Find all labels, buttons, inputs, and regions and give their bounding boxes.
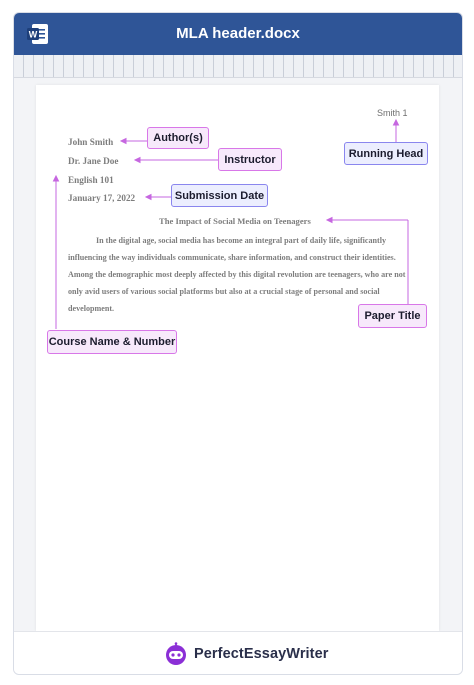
paper-title-label: Paper Title [358, 304, 427, 328]
instructor-name: Dr. Jane Doe [68, 156, 119, 166]
course-name: English 101 [68, 175, 114, 185]
ruler [14, 55, 462, 78]
brand-name: PerfectEssayWriter [194, 646, 329, 662]
svg-text:W: W [28, 29, 38, 40]
course-name-label: Course Name & Number [47, 330, 177, 354]
robot-icon [164, 642, 188, 666]
instructor-label: Instructor [218, 148, 282, 171]
brand-logo[interactable] [164, 642, 329, 666]
authors-label: Author(s) [147, 127, 209, 149]
paper-title: The Impact of Social Media on Teenagers [159, 216, 311, 226]
title-bar [14, 13, 462, 55]
submission-date: January 17, 2022 [68, 193, 136, 203]
running-head-label: Running Head [344, 142, 428, 165]
running-head-text: Smith 1 [377, 108, 408, 118]
window-title: MLA header.docx [176, 25, 300, 42]
body-paragraph: In the digital age, social media has become an integral part of daily life, significantly influencing the way individuals communicate, share information, and construct their identities. Among the demographic most deeply affected by this digital revolution are teenagers, who are not only avid users of various social platforms but also at a crucial stage of personal and social development. [68, 236, 406, 313]
submission-date-label: Submission Date [171, 184, 268, 207]
footer [14, 631, 462, 675]
author-name: John Smith [68, 137, 114, 147]
